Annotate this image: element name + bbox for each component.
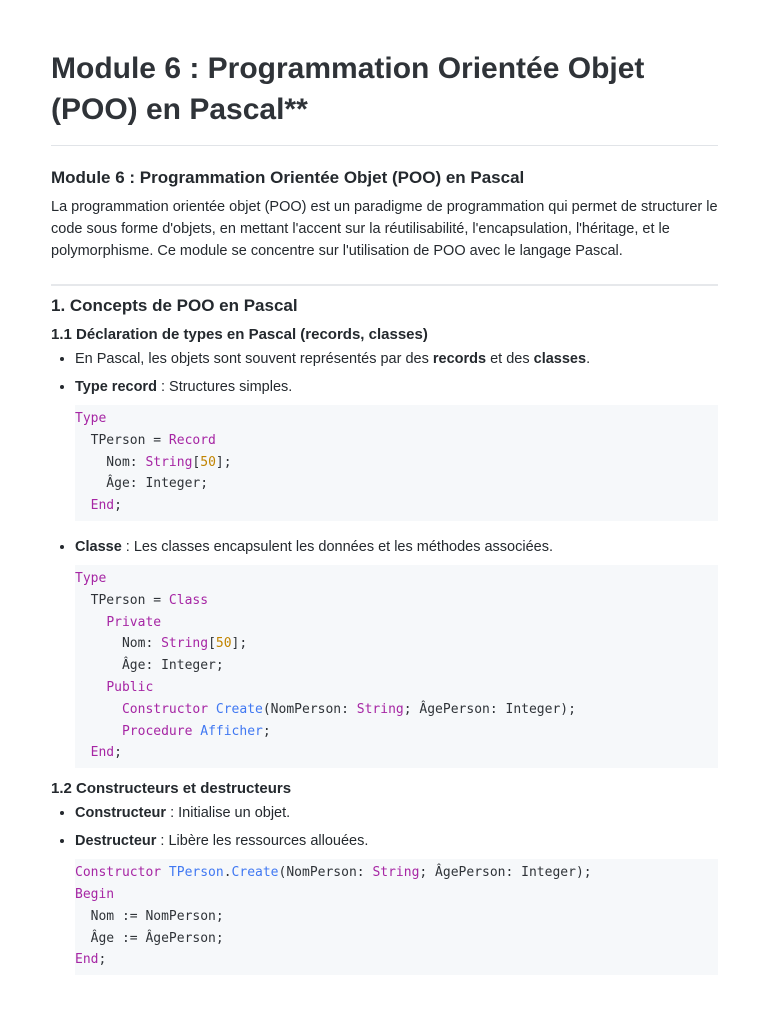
code-line: Âge: Integer;	[75, 476, 209, 492]
code-line: End;	[90, 498, 122, 514]
code-line: Nom: String[50];	[75, 454, 232, 470]
code-line: Type	[75, 570, 107, 586]
code-line: Âge := ÂgePerson;	[75, 930, 224, 946]
code-line: Nom: String[50];	[75, 636, 248, 652]
list-item: • En Pascal, les objets sont souvent représentés par des records et des classes.	[75, 349, 718, 370]
bullet-list	[51, 803, 718, 852]
code-line: Begin	[75, 886, 115, 902]
code-line: Type	[75, 411, 107, 426]
code-line: End;	[75, 952, 107, 968]
code-block-class	[75, 565, 718, 768]
code-line: TPerson = Class	[75, 592, 209, 608]
page-title: Module 6 : Programmation Orientée Objet (POO) en Pascal**	[51, 0, 718, 146]
list-item: • Type record : Structures simples.	[75, 377, 718, 398]
intro-paragraph: La programmation orientée objet (POO) est un paradigme de programmation qui permet de structurer le code sous forme d'objets, en mettant l'accent sur la réutilisabilité, l'encapsulation, l'héritage, et le polymorphisme. Ce module se concentre sur l'utilisation de POO avec le langage Pascal.	[51, 196, 718, 286]
code-block-record	[75, 405, 718, 521]
code-block-constructor	[75, 859, 718, 975]
code-line: Âge: Integer;	[75, 658, 224, 674]
list-item: • Constructeur : Initialise un objet.	[75, 803, 718, 824]
code-line: End;	[90, 745, 122, 761]
code-line: Nom := NomPerson;	[75, 908, 224, 924]
bullet-list	[51, 537, 718, 558]
subsection-heading: 1.1 Déclaration de types en Pascal (records, classes)	[51, 326, 428, 343]
list-item: • Destructeur : Libère les ressources allouées.	[75, 831, 718, 852]
code-line: Constructor Create(NomPerson: String; ÂgePerson: Integer);	[121, 701, 576, 717]
section-heading: 1. Concepts de POO en Pascal	[51, 296, 298, 315]
list-item: • Classe : Les classes encapsulent les données et les méthodes associées.	[75, 537, 718, 558]
code-line: Constructor TPerson.Create(NomPerson: String; ÂgePerson: Integer);	[75, 865, 592, 881]
module-heading: Module 6 : Programmation Orientée Objet (POO) en Pascal	[51, 168, 525, 187]
code-line: Procedure Afficher;	[121, 723, 271, 739]
code-line: Public	[106, 679, 154, 695]
bullet-list	[51, 349, 718, 398]
subsection-heading: 1.2 Constructeurs et destructeurs	[51, 780, 292, 798]
code-line: TPerson = Record	[75, 432, 216, 448]
code-line: Private	[106, 614, 162, 630]
